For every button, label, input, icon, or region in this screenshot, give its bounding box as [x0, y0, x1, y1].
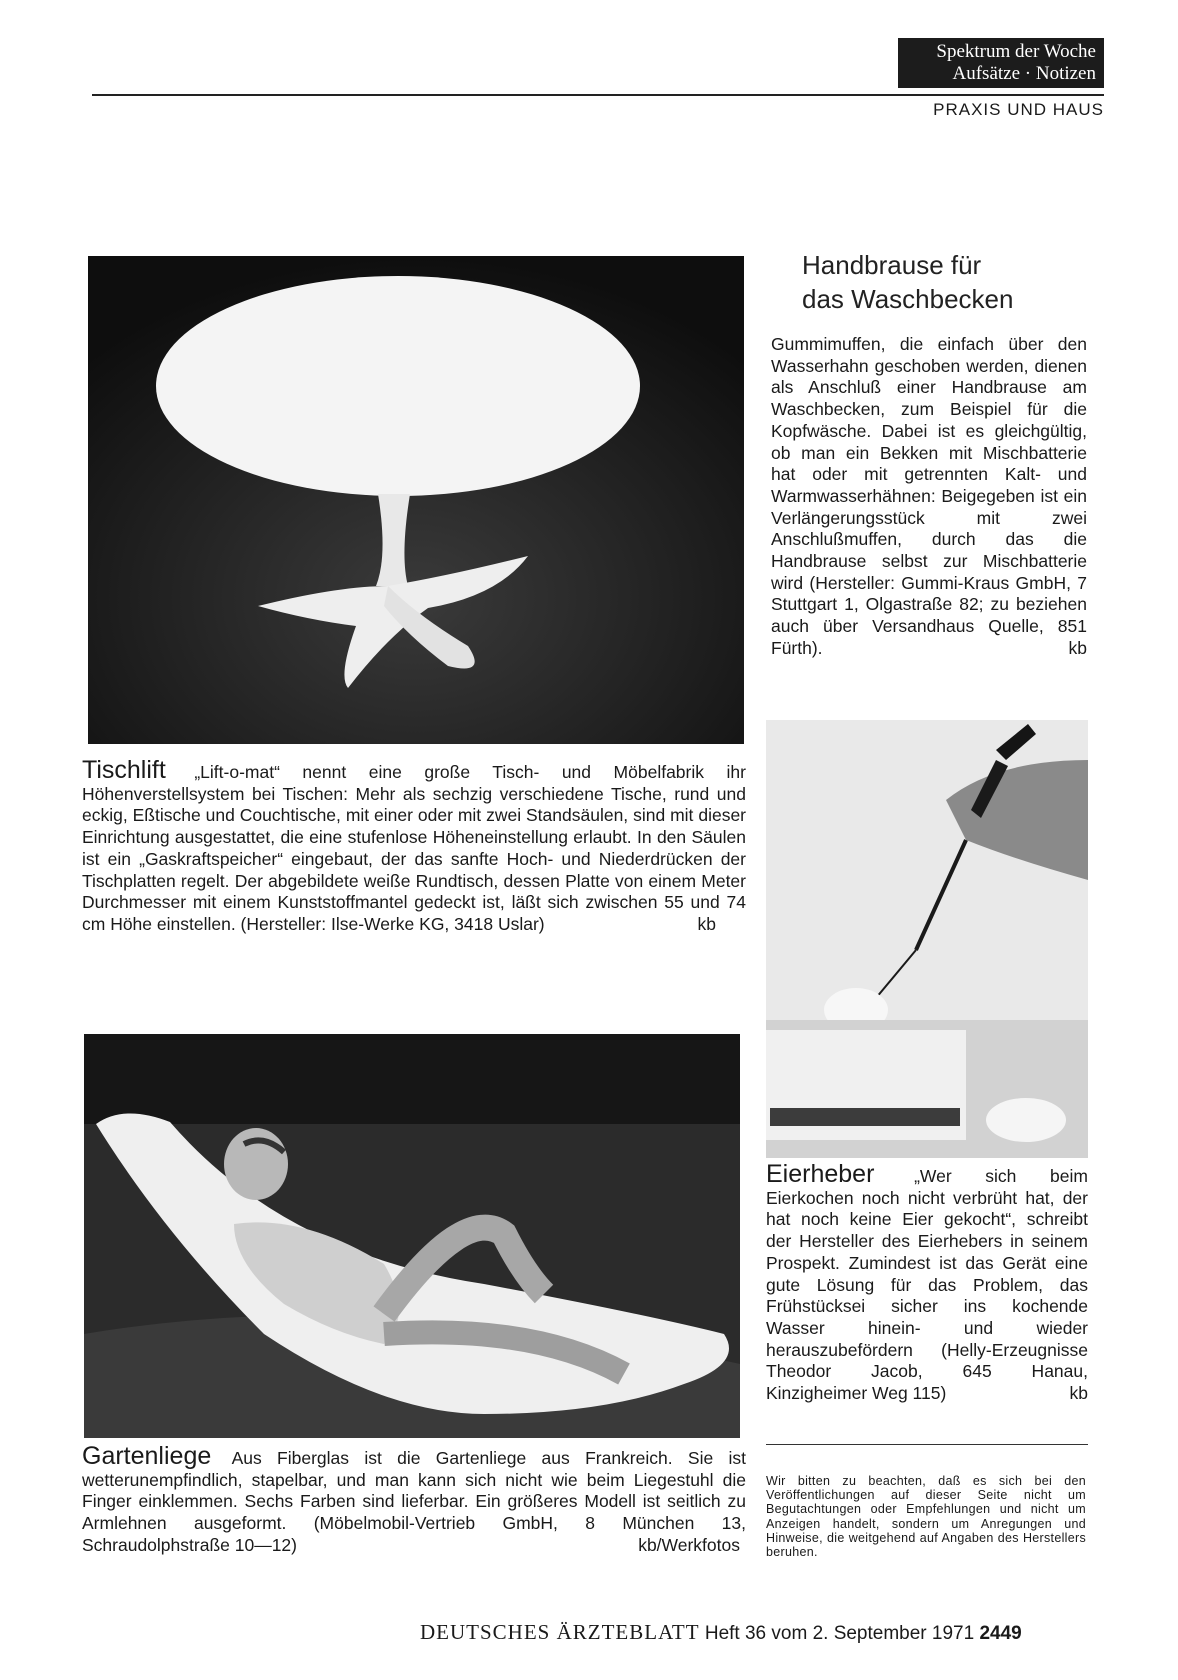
tischlift-text: „Lift-o-mat“ nennt eine große Tisch- und Möbelfabrik ihr Höhenverstellsystem bei Tischen: Mehr als sechzig verschiedene Tische, rund und eckig, Eßtische und Couchtische, mit einer oder mit zwei Standsäulen, sind mit dieser Einrichtung ausgestattet, die eine stufenlose Höheneinstellung erlaubt. In den Säulen ist ein „Gaskraftspeicher“ eingebaut, der das sanfte Hoch- und Niederdrücken der Tischplatten regelt. Der abgebildete weiße Rundtisch, dessen Platte von einem Meter Durchmesser mit einem Kunststoffmantel gedeckt ist, läßt sich zwischen 55 und 74 cm Höhe einstellen. (Hersteller: Ilse-Werke KG, 3418 Uslar) [82, 762, 746, 934]
tischlift-title: Tischlift [82, 756, 166, 784]
eierheber-title: Eierheber [766, 1160, 875, 1188]
handbrause-title [802, 248, 1013, 316]
issue-info: Heft 36 vom 2. September 1971 [704, 1623, 975, 1644]
egg-lifter-photo [766, 720, 1088, 1158]
garden-lounger-photo [84, 1034, 740, 1438]
gartenliege-title: Gartenliege [82, 1442, 212, 1470]
gartenliege-text: Aus Fiberglas ist die Gartenliege aus Frankreich. Sie ist wetterunempfindlich, stapelbar, und man kann sich nicht wie beim Liegestuhl die Finger einklemmen. Sechs Farben sind lieferbar. Ein größeres Modell ist seitlich zu Armlehnen ausgeformt. (Möbelmobil-Vertrieb GmbH, 8 München 13, Schraudolphstraße 10—12) [82, 1448, 746, 1555]
handbrause-text: Gummimuffen, die einfach über den Wasserhahn geschoben werden, dienen als Anschluß einer Handbrause am Waschbecken, zum Beispiel für die Kopfwäsche. Dabei ist es gleichgültig, ob man ein Bekken mit Mischbatterie hat oder mit getrennten Kalt- und Warmwasserhähnen: Beigegeben ist ein Verlängerungsstück mit zwei Anschlußmuffen, durch das die Handbrause selbst zur Mischbatterie wird (Hersteller: Gummi-Kraus GmbH, 7 Stuttgart 1, Olgastraße 82; zu beziehen auch über Versandhaus Quelle, 851 Fürth). [771, 334, 1087, 658]
eierheber-text: „Wer sich beim Eierkochen noch nicht verbrüht hat, der hat noch keine Eier gekocht“, schreibt der Hersteller des Eierhebers in seinem Prospekt. Zumindest ist das Gerät eine gute Lösung für das Problem, das Frühstücksei sicher ins kochende Wasser hinein- und wieder herauszubefördern (Helly-Erzeugnisse Theodor Jacob, 645 Hanau, Kinzigheimer Weg 115) [766, 1166, 1088, 1404]
handbrause-title-line-1: Handbrause für [802, 250, 982, 280]
gartenliege-sign: kb/Werkfotos [638, 1534, 740, 1555]
eierheber-sign: kb [1069, 1383, 1088, 1404]
disclaimer-note: Wir bitten zu beachten, daß es sich bei den Veröffentlichungen auf dieser Seite nicht um Begutachtungen oder Empfehlungen und nicht um Anzeigen handelt, sondern um Anregungen und Hinweise, die weitgehend auf Angaben des Herstellers beruhen. [766, 1474, 1086, 1560]
tischlift-body [82, 756, 746, 936]
handbrause-sign: kb [1068, 637, 1087, 658]
note-rule [766, 1444, 1088, 1445]
section-badge [898, 38, 1104, 88]
page-number: 2449 [979, 1623, 1022, 1644]
header-rule [92, 94, 1104, 96]
section-title: PRAXIS UND HAUS [933, 100, 1104, 119]
eierheber-body [766, 1160, 1088, 1405]
gartenliege-body [82, 1442, 746, 1557]
table-photo [88, 256, 744, 744]
badge-line-2: Aufsätze · Notizen [952, 63, 1096, 84]
tischlift-sign: kb [697, 913, 716, 934]
badge-line-1: Spektrum der Woche [936, 41, 1096, 62]
handbrause-title-line-2: das Waschbecken [802, 284, 1014, 314]
journal-name: DEUTSCHES ÄRZTEBLATT [420, 1620, 700, 1644]
handbrause-body [771, 334, 1087, 660]
page-footer [420, 1620, 1022, 1645]
